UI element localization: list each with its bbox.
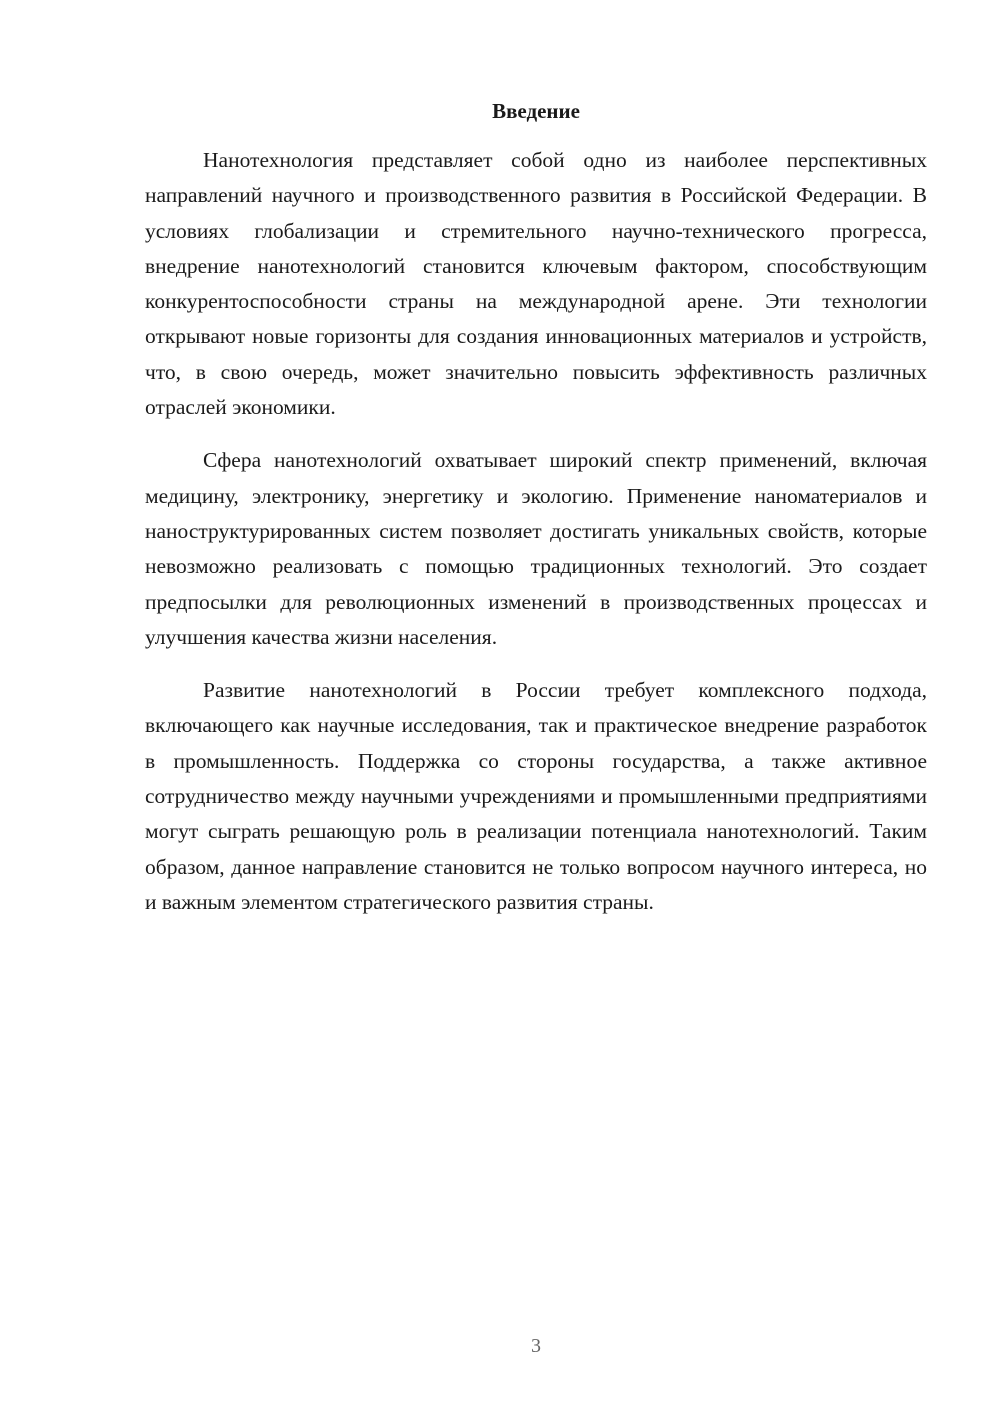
paragraph: Сфера нанотехнологий охватывает широкий спектр применений, включая медицину, электронику, энергетику и экологию. Применение наноматериалов и наноструктурированных систем позволяет достигать уникальных свойств, которые невозможно реализовать с помощью традиционных технологий. Это создает предпосылки для революционных изменений в производственных процессах и улучшения качества жизни населения. [145,448,927,649]
body-text [145,143,927,938]
paragraph: Нанотехнология представляет собой одно из наиболее перспективных направлений научного и производственного развития в Российской Федерации. В условиях глобализации и стремительного научно-технического прогресса, внедрение нанотехнологий становится ключевым фактором, способствующим конкурентоспособности страны на международной арене. Эти технологии открывают новые горизонты для создания инновационных материалов и устройств, что, в свою очередь, может значительно повысить эффективность различных отраслей экономики. [145,148,927,420]
paragraph: Развитие нанотехнологий в России требует комплексного подхода, включающего как научные исследования, так и практическое внедрение разработок в промышленность. Поддержка со стороны государства, а также активное сотрудничество между научными учреждениями и промышленными предприятиями могут сыграть решающую роль в реализации потенциала нанотехнологий. Таким образом, данное направление становится не только вопросом научного интереса, но и важным элементом стратегического развития страны. [145,678,927,914]
section-heading: Введение [492,99,580,123]
page-number: 3 [531,1335,541,1357]
